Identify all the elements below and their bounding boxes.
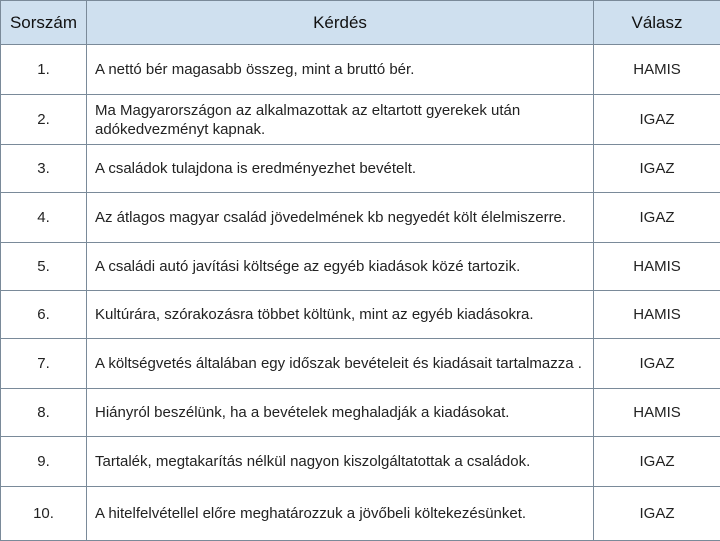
row-answer: IGAZ <box>594 339 720 389</box>
row-answer: HAMIS <box>594 389 720 437</box>
row-number: 7. <box>1 339 87 389</box>
header-row <box>1 1 720 45</box>
row-number: 9. <box>1 437 87 487</box>
row-answer: HAMIS <box>594 243 720 291</box>
row-number: 4. <box>1 193 87 243</box>
row-question: Ma Magyarországon az alkalmazottak az eltartott gyerekek után adókedvezményt kapnak. <box>87 95 594 145</box>
table-row <box>1 193 720 243</box>
header-number: Sorszám <box>1 1 87 45</box>
header-answer: Válasz <box>594 1 720 45</box>
table-row <box>1 95 720 145</box>
row-number: 8. <box>1 389 87 437</box>
row-number: 1. <box>1 45 87 95</box>
row-question: A családi autó javítási költsége az egyéb kiadások közé tartozik. <box>87 243 594 291</box>
row-number: 2. <box>1 95 87 145</box>
row-answer: IGAZ <box>594 487 720 541</box>
row-question: Az átlagos magyar család jövedelmének kb negyedét költ élelmiszerre. <box>87 193 594 243</box>
row-question: Kultúrára, szórakozásra többet költünk, mint az egyéb kiadásokra. <box>87 291 594 339</box>
table-row <box>1 437 720 487</box>
row-answer: IGAZ <box>594 437 720 487</box>
row-number: 10. <box>1 487 87 541</box>
row-answer: IGAZ <box>594 95 720 145</box>
row-number: 3. <box>1 145 87 193</box>
row-question: A családok tulajdona is eredményezhet bevételt. <box>87 145 594 193</box>
row-number: 6. <box>1 291 87 339</box>
table-row <box>1 339 720 389</box>
table-row <box>1 389 720 437</box>
header-question: Kérdés <box>87 1 594 45</box>
row-answer: IGAZ <box>594 193 720 243</box>
row-answer: HAMIS <box>594 291 720 339</box>
row-question: Tartalék, megtakarítás nélkül nagyon kiszolgáltatottak a családok. <box>87 437 594 487</box>
table-row <box>1 145 720 193</box>
table-row <box>1 243 720 291</box>
row-question: Hiányról beszélünk, ha a bevételek meghaladják a kiadásokat. <box>87 389 594 437</box>
row-question: A költségvetés általában egy időszak bevételeit és kiadásait tartalmazza . <box>87 339 594 389</box>
row-question: A hitelfelvétellel előre meghatározzuk a jövőbeli költekezésünket. <box>87 487 594 541</box>
row-answer: HAMIS <box>594 45 720 95</box>
row-question: A nettó bér magasabb összeg, mint a bruttó bér. <box>87 45 594 95</box>
row-number: 5. <box>1 243 87 291</box>
table-row <box>1 487 720 541</box>
table-row <box>1 45 720 95</box>
table-row <box>1 291 720 339</box>
row-answer: IGAZ <box>594 145 720 193</box>
